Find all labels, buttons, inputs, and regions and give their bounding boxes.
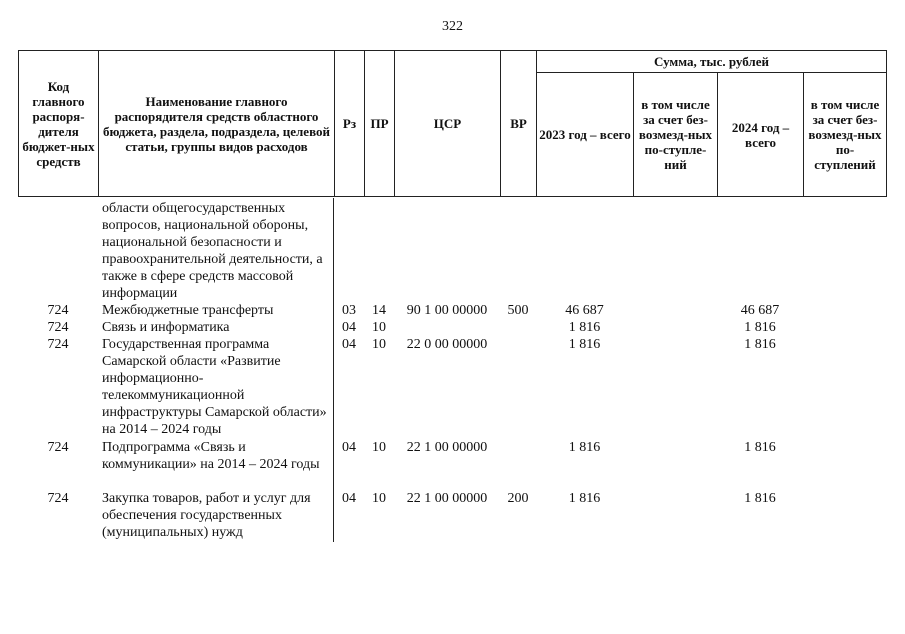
row-name: Межбюджетные трансферты (102, 303, 274, 318)
row-2024-total: 1 816 (744, 440, 776, 455)
row-pr: 10 (372, 337, 386, 352)
row-csr: 90 1 00 00000 (406, 303, 488, 318)
header-sum: Сумма, тыс. рублей (537, 51, 887, 73)
row-pr: 10 (372, 320, 386, 335)
row-2023-total: 1 816 (568, 440, 601, 455)
row-name: области общегосударственных вопросов, национальной обороны, национальной безопасности и правоохранительной деятельности, а также в сфере средств массовой информации (102, 201, 323, 301)
row-2023-total: 1 816 (568, 491, 601, 506)
row-csr: 22 1 00 00000 (406, 491, 488, 506)
row-code: 724 (47, 303, 69, 318)
row-rz: 04 (342, 320, 356, 335)
header-2023-total: 2023 год – всего (537, 73, 634, 197)
row-name: Связь и информатика (102, 320, 230, 335)
row-code: 724 (47, 440, 69, 455)
header-pr: ПР (365, 51, 395, 197)
row-name: Закупка товаров, работ и услуг для обеспечения государственных (муниципальных) нужд (102, 491, 311, 540)
row-code: 724 (47, 320, 69, 335)
row-pr: 10 (372, 440, 386, 455)
header-vr: ВР (501, 51, 537, 197)
row-name: Государственная программа Самарской области «Развитие информационно-телекоммуникационной инфраструктуры Самарской области» на 2014 – 2024 годы (102, 337, 327, 437)
row-rz: 04 (342, 491, 356, 506)
header-csr: ЦСР (395, 51, 501, 197)
row-2024-total: 1 816 (744, 320, 776, 335)
row-code: 724 (47, 337, 69, 352)
row-code: 724 (47, 491, 69, 506)
row-csr: 22 1 00 00000 (406, 440, 488, 455)
row-csr: 22 0 00 00000 (406, 337, 488, 352)
page-number: 322 (442, 19, 463, 34)
row-pr: 14 (372, 303, 386, 318)
row-rz: 03 (342, 303, 356, 318)
header-name: Наименование главного распорядителя средств областного бюджета, раздела, подраздела, целевой статьи, группы видов расходов (99, 51, 335, 197)
row-2024-total: 1 816 (744, 337, 776, 352)
header-2024-total: 2024 год – всего (718, 73, 804, 197)
row-pr: 10 (372, 491, 386, 506)
row-2023-total: 1 816 (568, 337, 601, 352)
row-2023-total: 46 687 (565, 303, 604, 318)
row-vr: 200 (507, 491, 529, 506)
header-2024-grants: в том числе за счет без-возмезд-ных по-ступлений (804, 73, 887, 197)
row-2024-total: 46 687 (740, 303, 780, 318)
header-rz: Рз (335, 51, 365, 197)
row-name: Подпрограмма «Связь и коммуникации» на 2014 – 2024 годы (102, 440, 320, 472)
row-vr: 500 (507, 303, 529, 318)
header-code: Код главного распоря-дителя бюджет-ных средств (19, 51, 99, 197)
header-2023-grants: в том числе за счет без-возмезд-ных по-ступле-ний (634, 73, 718, 197)
table-header (18, 50, 887, 197)
row-2024-total: 1 816 (744, 491, 776, 506)
row-rz: 04 (342, 440, 356, 455)
row-2023-total: 1 816 (568, 320, 601, 335)
row-rz: 04 (342, 337, 356, 352)
